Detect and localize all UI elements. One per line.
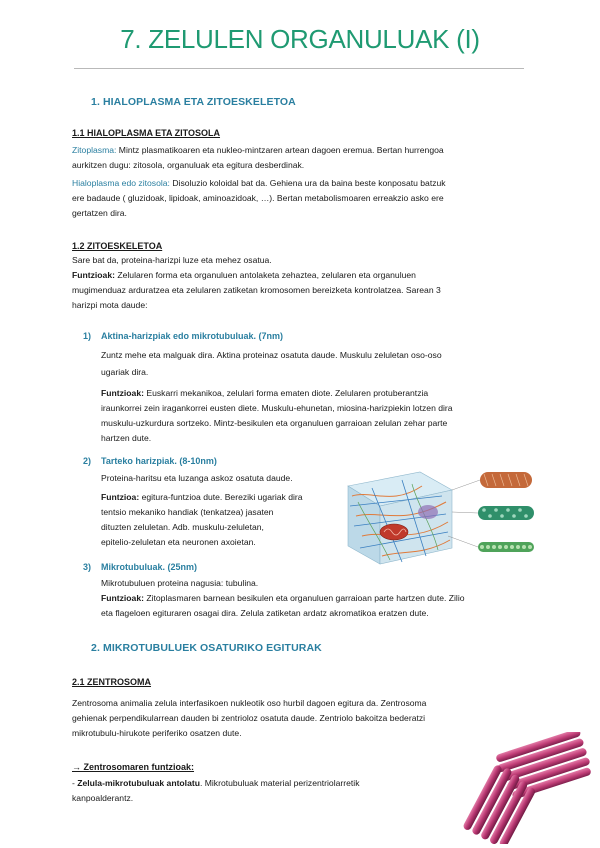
list-item-3-funtzioak xyxy=(101,591,528,606)
list-item-2-funtzioa xyxy=(101,490,338,505)
func-bold: Zelula-mikrotubuluak antolatu xyxy=(77,778,200,788)
funtzioak-text-1: Zelularen forma eta organuluen antolaketa zehaztea, zelularen eta organuluen xyxy=(114,270,416,280)
list-item-2-title: Tarteko harizpiak. (8-10nm) xyxy=(101,456,217,466)
list-item-1-funtz-2: iraunkorrei zein iragankorrei eusten diete. Muskulu-ehunetan, miosina-harizpiekin lotzen dira xyxy=(101,403,453,413)
list-item-2-funtz-4: epitelio-zeluletan eta neuronen axoietan. xyxy=(101,537,256,547)
hialoplasma-paragraph xyxy=(72,176,528,191)
list-item-2-funtz-1: egitura-funtzioa dute. Bereziki ugariak dira xyxy=(139,492,303,502)
section-1-heading: 1. HIALOPLASMA ETA ZITOESKELETOA xyxy=(91,96,296,108)
list-item-2-number: 2) xyxy=(83,456,92,466)
funtzioak-label: Funtzioak: xyxy=(72,270,115,280)
func-dash: - xyxy=(72,778,78,788)
list-item-1-funtz-4: hartzen dute. xyxy=(101,433,152,443)
list-item-1-funtz-1: Euskarri mekanikoa, zelulari forma ematen diote. Zelularen protuberantzia xyxy=(143,388,429,398)
subsection-1-2-heading: 1.2 ZITOESKELETOA xyxy=(72,241,163,251)
zitoeskeletoa-intro: Sare bat da, proteina-harizpi luze eta mehez osatua. xyxy=(72,255,272,265)
list-item-2-desc-1: Proteina-haritsu eta luzanga askoz osatuta daude. xyxy=(101,473,293,483)
zentrosoma-funtzioak-item xyxy=(72,776,456,791)
centrosome-illustration xyxy=(462,732,594,844)
list-item-1-funtz-3: muskulu-uzkurdura sortzeko. Mintz-besikulen eta organuluen garraioan zelulan zehar parte xyxy=(101,418,448,428)
zentrosoma-text-3: mikrotubulu-hirukote periferiko osatzen dute. xyxy=(72,728,242,738)
zitoplasma-text-1: Mintz plasmatikoaren eta nukleo-mintzaren artean dagoen eremua. Bertan hurrengoa xyxy=(116,145,444,155)
hialoplasma-term: Hialoplasma edo zitosola: xyxy=(72,178,170,188)
zentrosoma-funtzioak-heading: → Zentrosomaren funtzioak: xyxy=(72,762,195,772)
zitoplasma-paragraph xyxy=(72,143,528,158)
list-item-1-funtzioak xyxy=(101,386,528,401)
list-item-3-funtzioak-label: Funtzioak: xyxy=(101,593,144,603)
list-item-3-funtz-2: eta flageloen egituraren osagai dira. Zelula zatiketan ardatz akromatikoa eratzen dute. xyxy=(101,608,429,618)
cytoskeleton-illustration xyxy=(342,466,534,572)
section-2-heading: 2. MIKROTUBULUEK OSATURIKO EGITURAK xyxy=(91,642,322,654)
list-item-3-title: Mikrotubuluak. (25nm) xyxy=(101,562,198,572)
list-item-2-funtz-3: dituzten zeluletan. Adb. muskulu-zeluletan, xyxy=(101,522,264,532)
title-divider xyxy=(74,68,524,69)
list-item-3-desc-1: Mikrotubuluen proteina nagusia: tubulina. xyxy=(101,578,259,588)
funtzioak-paragraph xyxy=(72,268,528,283)
funtzioak-text-2: mugimenduaz arduratzea eta zelularen zatiketan kromosomen bereizketa kontrolatzea. Sarean 3 xyxy=(72,285,441,295)
list-item-3-number: 3) xyxy=(83,562,92,572)
funtzioak-text-3: harizpi mota daude: xyxy=(72,300,148,310)
hialoplasma-text-2: ere badaude ( gluzidoak, lipidoak, aminoazidoak, …). Bertan metabolismoaren erreakzio asko ere xyxy=(72,193,444,203)
func-text-2: kanpoalderantz. xyxy=(72,793,134,803)
list-item-3-funtz-1: Zitoplasmaren barnean besikulen eta organuluen garraioan parte hartzen dute. Zilio xyxy=(143,593,465,603)
zitoplasma-term: Zitoplasma: xyxy=(72,145,117,155)
zentrosoma-text-2: gehienak perpendikularrean dauden bi zentrioloz osatuta daude. Zentriolo bakoitza bederatzi xyxy=(72,713,426,723)
list-item-2-funtz-2: tentsio mekaniko handiak (tenkatzea) jasaten xyxy=(101,507,274,517)
page-title: 7. ZELULEN ORGANULUAK (I) xyxy=(120,24,480,54)
zentrosoma-text-1: Zentrosoma animalia zelula interfasikoen nukleotik oso hurbil dagoen egitura da. Zentrosoma xyxy=(72,698,427,708)
list-item-1-funtzioak-label: Funtzioak: xyxy=(101,388,144,398)
subsection-1-1-heading: 1.1 HIALOPLASMA ETA ZITOSOLA xyxy=(72,128,221,138)
list-item-1-number: 1) xyxy=(83,331,92,341)
hialoplasma-text-1: Disoluzio koloidal bat da. Gehiena ura da baina beste konposatu batzuk xyxy=(169,178,446,188)
list-item-1-desc-1: Zuntz mehe eta malguak dira. Aktina proteinaz osatuta daude. Muskulu zeluletan oso-oso xyxy=(101,350,442,360)
subsection-2-1-heading: 2.1 ZENTROSOMA xyxy=(72,677,152,687)
list-item-1-title: Aktina-harizpiak edo mikrotubuluak. (7nm) xyxy=(101,331,284,341)
list-item-1-desc-2: ugariak dira. xyxy=(101,367,149,377)
hialoplasma-text-3: gertatzen dira. xyxy=(72,208,127,218)
zitoplasma-text-2: aurkitzen dugu: zitosola, organuluak eta egitura desberdinak. xyxy=(72,160,305,170)
func-text-1: . Mikrotubuluak material perizentriolarretik xyxy=(199,778,360,788)
list-item-2-funtzioa-label: Funtzioa: xyxy=(101,492,140,502)
